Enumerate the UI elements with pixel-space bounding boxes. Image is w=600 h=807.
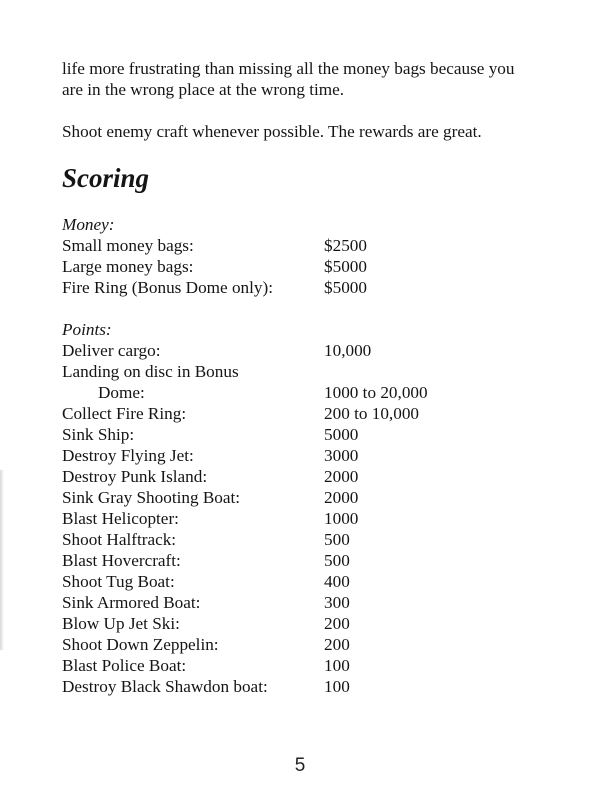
points-row — [62, 340, 542, 361]
points-item-value: 100 — [324, 677, 350, 696]
points-item-value: 200 — [324, 614, 350, 633]
points-item-label: Blast Helicopter: — [62, 509, 179, 528]
points-item-value: 400 — [324, 572, 350, 591]
points-item-label — [62, 361, 324, 403]
intro-text — [62, 58, 562, 142]
intro-line-2: are in the wrong place at the wrong time. — [62, 80, 345, 99]
money-row — [62, 277, 542, 298]
points-row — [62, 655, 542, 676]
points-item-value: 500 — [324, 551, 350, 570]
money-item-value: $5000 — [324, 278, 367, 297]
points-item-label-line-1: Landing on disc in Bonus — [62, 362, 239, 381]
points-item-value: 100 — [324, 656, 350, 675]
money-item-value: $2500 — [324, 236, 367, 255]
money-item-label: Fire Ring (Bonus Dome only): — [62, 278, 274, 297]
points-item-value: 200 — [324, 635, 350, 654]
page-edge-shadow — [0, 470, 4, 650]
points-item-label: Destroy Flying Jet: — [62, 446, 194, 465]
money-item-value: $5000 — [324, 257, 367, 276]
points-item-label: Blast Police Boat: — [62, 656, 187, 675]
points-label: Points: — [62, 320, 112, 339]
points-item-value: 2000 — [324, 488, 359, 507]
points-row — [62, 424, 542, 445]
money-section — [62, 214, 542, 298]
points-row — [62, 571, 542, 592]
page-number: 5 — [294, 755, 306, 776]
points-row — [62, 634, 542, 655]
points-item-value: 500 — [324, 530, 350, 549]
money-label: Money: — [62, 215, 115, 234]
points-row — [62, 592, 542, 613]
intro-paragraph-1 — [62, 58, 562, 100]
points-row — [62, 445, 542, 466]
points-item-label: Destroy Punk Island: — [62, 467, 208, 486]
intro-line-1: life more frustrating than missing all the money bags because you — [62, 59, 515, 78]
points-item-label: Shoot Tug Boat: — [62, 572, 175, 591]
points-item-label: Deliver cargo: — [62, 341, 161, 360]
points-item-label: Collect Fire Ring: — [62, 404, 187, 423]
points-row — [62, 550, 542, 571]
points-row — [62, 361, 542, 403]
points-section — [62, 319, 542, 697]
points-row — [62, 529, 542, 550]
points-item-label-line-2: Dome: — [98, 383, 145, 402]
points-row — [62, 487, 542, 508]
money-item-label: Small money bags: — [62, 236, 194, 255]
points-item-label: Sink Gray Shooting Boat: — [62, 488, 241, 507]
points-row — [62, 403, 542, 424]
points-item-value: 10,000 — [324, 341, 372, 360]
intro-paragraph-2: Shoot enemy craft whenever possible. The rewards are great. — [62, 122, 482, 141]
points-row — [62, 508, 542, 529]
scoring-heading: Scoring — [62, 163, 150, 193]
points-item-label: Sink Armored Boat: — [62, 593, 201, 612]
points-item-value: 5000 — [324, 425, 359, 444]
points-row — [62, 613, 542, 634]
points-item-value: 3000 — [324, 446, 359, 465]
points-item-value: 200 to 10,000 — [324, 404, 420, 423]
points-item-label: Sink Ship: — [62, 425, 135, 444]
points-row — [62, 466, 542, 487]
points-item-value: 1000 to 20,000 — [324, 383, 428, 402]
points-row — [62, 676, 542, 697]
money-row — [62, 256, 542, 277]
money-item-label: Large money bags: — [62, 257, 194, 276]
points-item-label: Shoot Halftrack: — [62, 530, 177, 549]
points-item-value: 1000 — [324, 509, 359, 528]
points-item-value: 2000 — [324, 467, 359, 486]
points-item-label: Shoot Down Zeppelin: — [62, 635, 219, 654]
points-item-value: 300 — [324, 593, 350, 612]
money-row — [62, 235, 542, 256]
points-item-label: Blow Up Jet Ski: — [62, 614, 180, 633]
points-item-label: Destroy Black Shawdon boat: — [62, 677, 268, 696]
points-item-label: Blast Hovercraft: — [62, 551, 181, 570]
